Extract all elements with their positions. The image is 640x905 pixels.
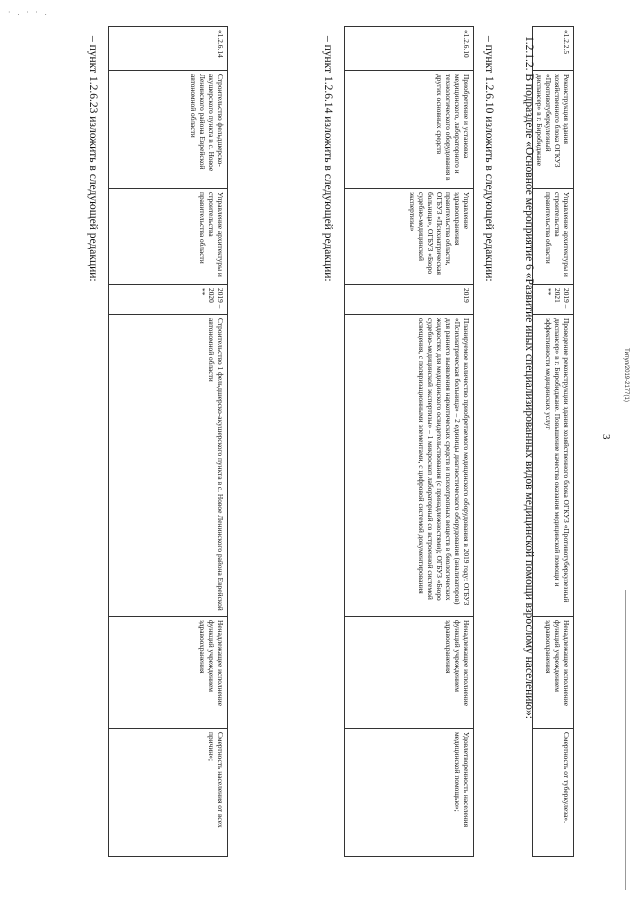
cell-years: 2019 – 2020 ** — [109, 285, 228, 315]
cell-content: Планируемое количество приобретаемого медицинского оборудования в 2019 году: ОГБУЗ «Психиатрическая больница» – 2 единицы диагностического оборудования (анализаторов) для раннего выявления наркотических средств и психотропных веществ в биологических жидкостях для медицинского освидетельствования (с принадлежностями); ОГБУЗ «Бюро судебно-медицинской экспертизы» – 1 микроскоп лабораторный со встроенной системой освещения, с поляризационными элементами, с цифровой системой документирования — [345, 315, 474, 617]
cell-executor: Управление здравоохранения правительства области, ОГБУЗ «Психиатрическая больница», ОГБУЗ «Бюро судебно-медицинской экспертизы» — [345, 189, 474, 285]
table-row-1-2-6-14 — [108, 26, 228, 857]
cell-id: «1.2.6.10 — [345, 27, 474, 71]
table-row — [109, 27, 228, 857]
stamp-text: Титул/2019-2177(1) — [623, 348, 629, 402]
table-row — [533, 27, 574, 857]
paragraph-item-1-2-6-23: – пункт 1.2.6.23 изложить в следующей редакции: — [87, 36, 99, 282]
cell-id: «1.2.2.5 — [533, 27, 574, 71]
cell-content: Проведение реконструкции здания хозяйственного блока ОГКУЗ «Противотуберкулезный диспансер» в г. Биробиджане. Повышение качества оказания медицинской помощи и эффективности медицинских услуг — [533, 315, 574, 617]
cell-years: 2019 — [345, 285, 474, 315]
cell-name: Приобретение и установка медицинского, лабораторного и технологического оборудования в других основных средств — [345, 71, 474, 189]
table-row-1-2-2-5 — [532, 26, 574, 857]
cell-indicator: Смертность от туберкулеза». — [533, 729, 574, 857]
cell-content: Строительство 1 фельдшерско-акушерского пункта в с. Новое Ленинского района Еврейской автономной области — [109, 315, 228, 617]
cell-indicator: Удовлетворенность населения медицинской помощью»; — [345, 729, 474, 857]
cell-name: Строительство фельдшерско-акушерского пункта в с. Новое Ленинского района Еврейской автономной области — [109, 71, 228, 189]
cell-indicator: Смертность населения от всех причин»; — [109, 729, 228, 857]
paragraph-section-heading: 1.2.1.2. В подразделе «Основное мероприятие 6 «Развитие иных специализированных видов медицинской помощи взрослому населению»: — [523, 36, 535, 719]
cell-id: «1.2.6.14 — [109, 27, 228, 71]
cell-years: 2019 – 2021 ** — [533, 285, 574, 315]
table-row-1-2-6-10 — [344, 26, 474, 857]
scan-marks: · . · · . — [8, 8, 49, 17]
cell-risk: Ненадлежащее исполнение функций учреждением здравоохранения — [109, 617, 228, 729]
paragraph-item-1-2-6-14: – пункт 1.2.6.14 изложить в следующей редакции: — [322, 36, 334, 282]
table-row — [345, 27, 474, 857]
cell-executor: Управление архитектуры и строительства правительства области — [109, 189, 228, 285]
cell-risk: Ненадлежащее исполнение функций учреждением здравоохранения — [533, 617, 574, 729]
cell-executor: Управление архитектуры и строительства правительства области — [533, 189, 574, 285]
cell-name: Реконструкция здания хозяйственного блока ОГКУЗ «Противотуберкулезный диспансер» в г. Биробиджане — [533, 71, 574, 189]
cell-risk: Ненадлежащее исполнение функций учреждением здравоохранения — [345, 617, 474, 729]
paragraph-item-1-2-6-10: – пункт 1.2.6.10 изложить в следующей редакции: — [483, 36, 495, 282]
page-number: 3 — [600, 434, 612, 440]
